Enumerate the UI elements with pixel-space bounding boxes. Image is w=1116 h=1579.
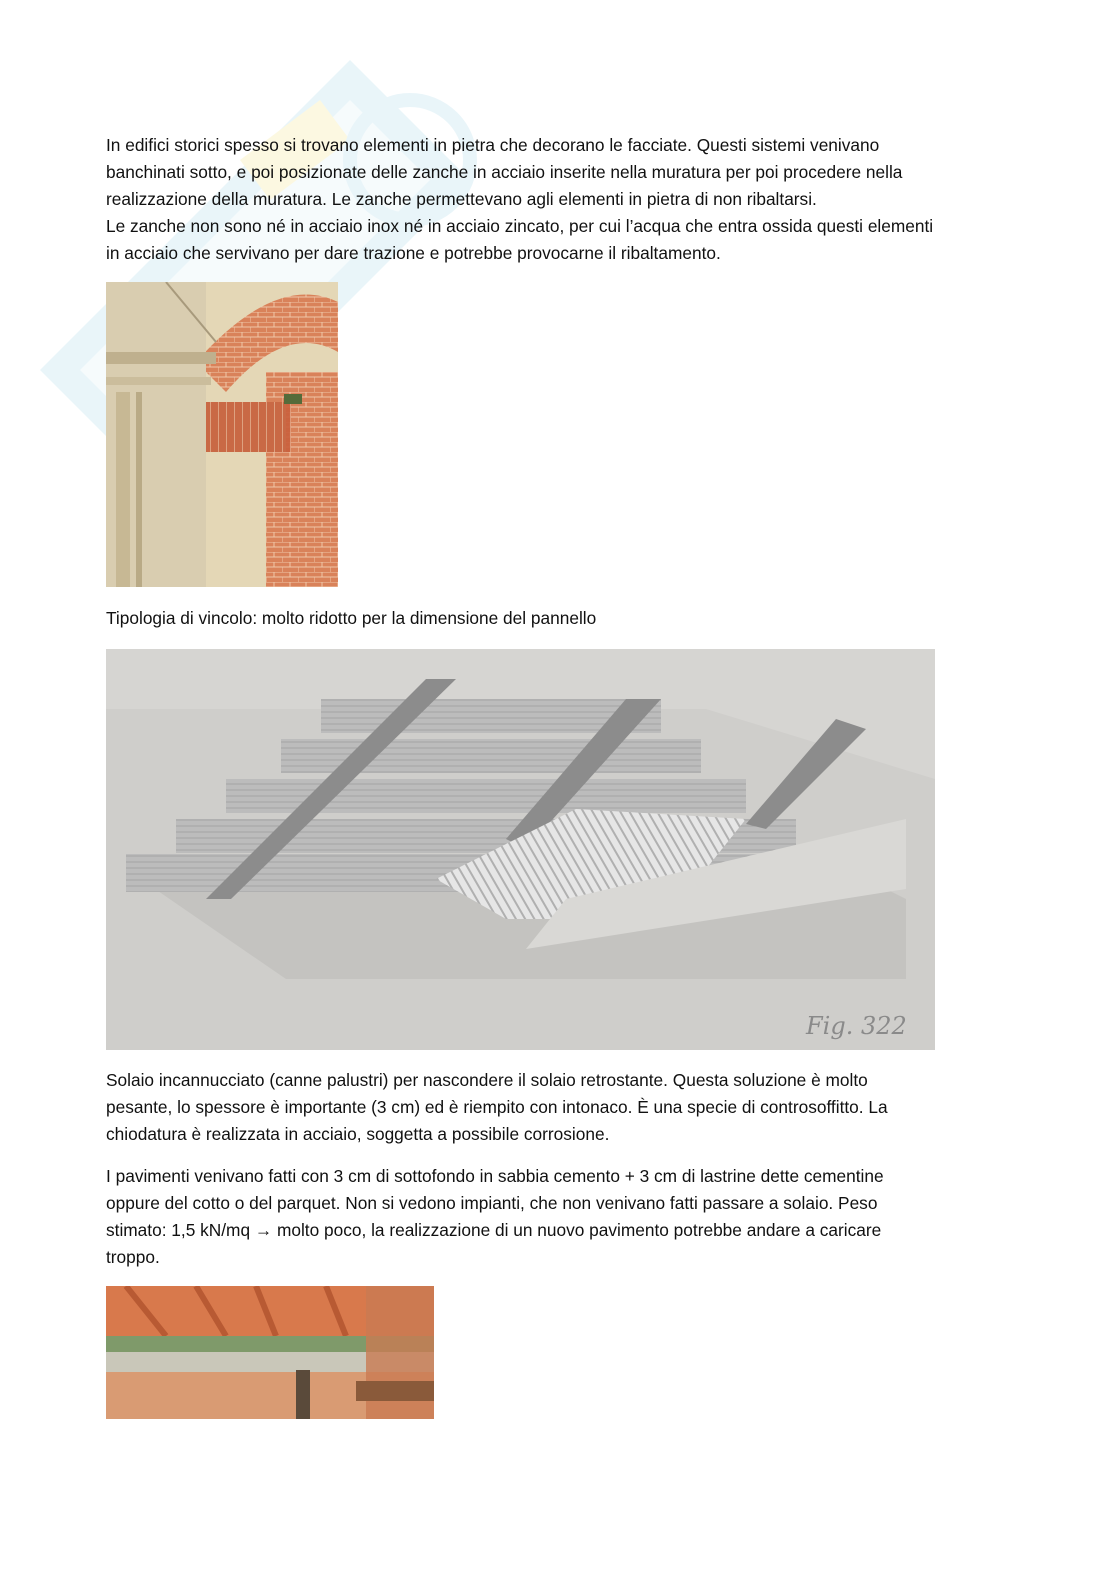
text-line: I pavimenti venivano fatti con 3 cm di sottofondo in sabbia cemento + 3 cm di lastrine dette cementine <box>106 1166 884 1186</box>
paragraph-zanche <box>106 132 1006 267</box>
text-line: In edifici storici spesso si trovano elementi in pietra che decorano le facciate. Questi sistemi venivano <box>106 135 880 155</box>
arch-brick-illustration <box>106 282 338 587</box>
text-line: Solaio incannucciato (canne palustri) per nascondere il solaio retrostante. Questa soluzione è molto <box>106 1070 868 1090</box>
text-line: chiodatura è realizzata in acciaio, soggetta a possibile corrosione. <box>106 1124 610 1144</box>
floor-section-illustration <box>106 1286 434 1419</box>
paragraph-pavimenti <box>106 1163 1006 1271</box>
caption-vincolo <box>106 605 1006 632</box>
text-line: banchinati sotto, e poi posizionate delle zanche in acciaio inserite nella muratura per poi procedere nella <box>106 162 903 182</box>
text-line: stimato: 1,5 kN/mq → molto poco, la realizzazione di un nuovo pavimento potrebbe andare a caricare <box>106 1220 882 1240</box>
text-line: Le zanche non sono né in acciaio inox né in acciaio zincato, per cui l’acqua che entra ossida questi elementi <box>106 216 934 236</box>
text-line: in acciaio che servivano per dare trazione e potrebbe provocarne il ribaltamento. <box>106 243 721 263</box>
paragraph-solaio <box>106 1067 1006 1148</box>
text-line: pesante, lo spessore è importante (3 cm) ed è riempito con intonaco. È una specie di controsoffitto. La <box>106 1097 888 1117</box>
incannucciato-ceiling-illustration <box>106 649 935 1050</box>
text-line: realizzazione della muratura. Le zanche permettevano agli elementi in pietra di non ribaltarsi. <box>106 189 817 209</box>
figure-label: Fig. 322 <box>806 1012 907 1040</box>
caption-text: Tipologia di vincolo: molto ridotto per la dimensione del pannello <box>106 608 597 628</box>
text-line: troppo. <box>106 1247 160 1267</box>
text-line: oppure del cotto o del parquet. Non si vedono impianti, che non venivano fatti passare a solaio. Peso <box>106 1193 878 1213</box>
